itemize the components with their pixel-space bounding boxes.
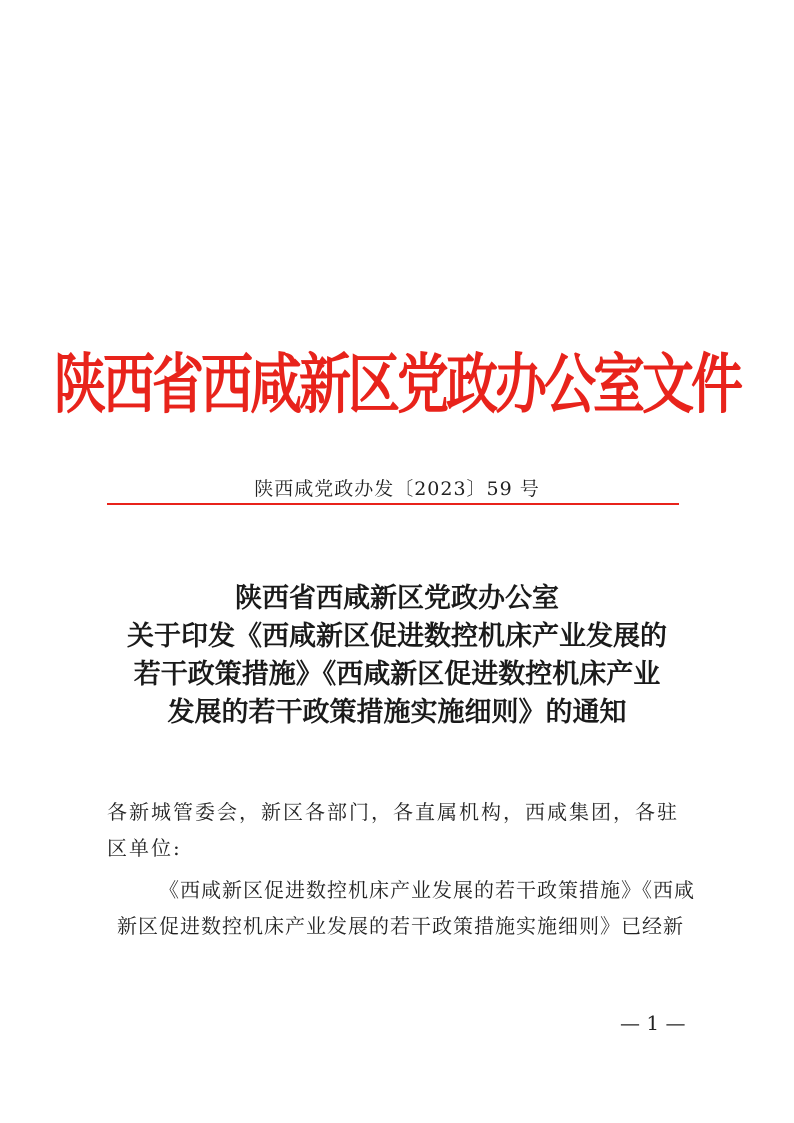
title-line: 若干政策措施》《西咸新区促进数控机床产业 (133, 659, 661, 690)
paragraph-line: 新区促进数控机床产业发展的若干政策措施实施细则》已经新 (117, 914, 684, 938)
title-line: 陕西省西咸新区党政办公室 (235, 583, 559, 614)
notice-title (100, 580, 694, 732)
title-line: 发展的若干政策措施实施细则》的通知 (167, 697, 627, 728)
issuer-header-title: 陕西省西咸新区党政办公室文件 (53, 346, 740, 423)
body-paragraph (107, 872, 695, 944)
page-number: — 1 — (620, 1011, 686, 1035)
addressee-text: 各新城管委会，新区各部门，各直属机构，西咸集团，各驻区单位: (107, 800, 679, 860)
document-number: 陕西咸党政办发〔2023〕59 号 (254, 478, 540, 500)
paragraph-line: 《西咸新区促进数控机床产业发展的若干政策措施》《西咸 (159, 878, 695, 902)
title-line: 关于印发《西咸新区促进数控机床产业发展的 (127, 621, 667, 652)
red-divider-line (107, 503, 679, 505)
